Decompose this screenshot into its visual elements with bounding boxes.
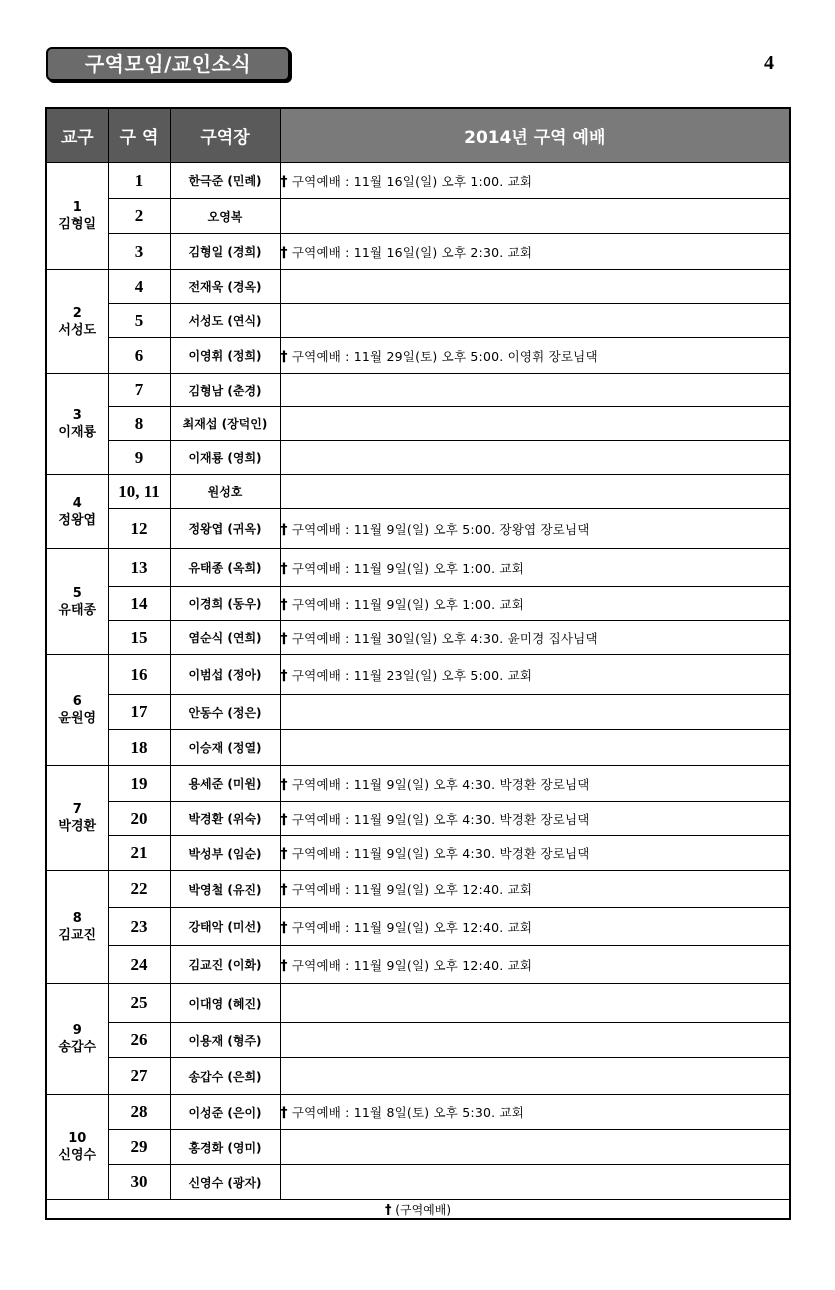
cross-icon: † [280,882,288,898]
cross-icon: † [280,919,288,936]
zone-number: 30 [108,1165,170,1200]
district-leader: 윤원영 [58,711,97,726]
district-leader: 유태종 [58,602,97,618]
zone-number: 19 [108,766,170,802]
zone-leader: 한극준 (민례) [170,163,280,199]
zone-leader: 안동수 (정은) [170,695,280,730]
zone-number: 17 [108,695,170,730]
zone-leader: 이영휘 (정희) [170,338,280,374]
footer-row [46,1200,790,1220]
zone-number: 3 [108,234,170,270]
zone-number: 2 [108,199,170,234]
schedule-cell [280,695,790,730]
zone-number: 7 [108,374,170,407]
table-row [46,621,790,655]
cross-icon: † [280,244,288,261]
zone-number: 13 [108,549,170,587]
table-row [46,163,790,199]
cross-icon: † [280,348,288,365]
district-schedule-table [45,107,791,1220]
district-number: 8 [72,911,82,926]
schedule-cell [280,1165,790,1200]
district-cell [46,374,108,475]
district-cell [46,984,108,1095]
cross-icon: † [280,173,288,190]
district-cell [46,549,108,655]
page-number: 4 [764,52,774,74]
schedule-cell [280,1095,790,1130]
schedule-cell [280,549,790,587]
cross-icon: † [280,957,288,974]
district-leader: 김교진 [58,928,97,943]
district-leader: 박경환 [58,819,97,834]
schedule-cell [280,1130,790,1165]
district-cell [46,655,108,766]
zone-number: 16 [108,655,170,695]
cross-icon: † [280,521,288,538]
schedule-cell [280,441,790,475]
zone-number: 9 [108,441,170,475]
cross-icon: † [384,1202,392,1218]
table-row [46,695,790,730]
schedule-cell [280,766,790,802]
schedule-text: 구역예배 : 11월 9일(일) 오후 4:30. 박경환 장로님댁 [291,846,590,861]
zone-leader: 전재욱 (경옥) [170,270,280,304]
zone-number: 20 [108,802,170,836]
schedule-cell [280,984,790,1023]
table-row [46,441,790,475]
table-row [46,549,790,587]
schedule-text: 구역예배 : 11월 16일(일) 오후 2:30. 교회 [291,244,533,260]
table-row [46,270,790,304]
schedule-cell [280,338,790,374]
zone-leader: 오영복 [170,199,280,234]
zone-number: 15 [108,621,170,655]
zone-leader: 이범섭 (정아) [170,655,280,695]
zone-leader: 신영수 (광자) [170,1165,280,1200]
zone-number: 23 [108,908,170,946]
zone-number: 29 [108,1130,170,1165]
table-row [46,1095,790,1130]
district-number: 5 [72,585,82,601]
table-row [46,655,790,695]
zone-leader: 이성준 (은이) [170,1095,280,1130]
column-header-zone: 구 역 [108,108,170,163]
schedule-cell [280,407,790,441]
zone-leader: 이재룡 (영희) [170,441,280,475]
district-cell [46,766,108,871]
zone-leader: 최재섭 (장덕인) [170,407,280,441]
cross-icon: † [280,667,288,684]
schedule-text: 구역예배 : 11월 23일(일) 오후 5:00. 교회 [291,667,533,683]
zone-leader: 박영철 (유진) [170,871,280,908]
district-number: 2 [72,305,82,321]
zone-leader: 정왕엽 (귀옥) [170,509,280,549]
table-row [46,338,790,374]
table-row [46,836,790,871]
zone-number: 14 [108,587,170,621]
table-row [46,1058,790,1095]
table-row [46,946,790,984]
zone-leader: 김형일 (경희) [170,234,280,270]
section-title: 구역모임/교인소식 [46,47,290,81]
zone-leader: 이대영 (혜진) [170,984,280,1023]
district-number: 10 [68,1131,87,1146]
schedule-cell [280,475,790,509]
table-row [46,984,790,1023]
schedule-text: 구역예배 : 11월 9일(일) 오후 5:00. 장왕엽 장로님댁 [291,521,590,537]
zone-number: 26 [108,1023,170,1058]
column-header-schedule: 2014년 구역 예배 [280,108,790,163]
table-row [46,407,790,441]
schedule-text: 구역예배 : 11월 9일(일) 오후 12:40. 교회 [291,957,533,973]
schedule-text: 구역예배 : 11월 29일(토) 오후 5:00. 이영휘 장로님댁 [291,348,598,364]
cross-icon: † [280,1105,288,1121]
schedule-text: 구역예배 : 11월 9일(일) 오후 12:40. 교회 [291,882,533,897]
district-leader: 이재룡 [58,425,97,440]
column-header-leader: 구역장 [170,108,280,163]
schedule-text: 구역예배 : 11월 8일(토) 오후 5:30. 교회 [291,1105,525,1120]
schedule-text: 구역예배 : 11월 30일(일) 오후 4:30. 윤미경 집사님댁 [291,630,598,646]
district-cell [46,1095,108,1200]
district-cell [46,270,108,374]
schedule-text: 구역예배 : 11월 9일(일) 오후 12:40. 교회 [291,919,533,935]
zone-leader: 김교진 (이화) [170,946,280,984]
zone-number: 12 [108,509,170,549]
table-row [46,234,790,270]
table-row [46,802,790,836]
cross-icon: † [280,560,288,577]
district-number: 7 [72,802,82,817]
district-number: 1 [72,200,82,215]
cross-icon: † [280,811,288,828]
table-row [46,304,790,338]
cross-icon: † [280,630,288,647]
schedule-cell [280,163,790,199]
schedule-cell [280,509,790,549]
zone-number: 28 [108,1095,170,1130]
zone-number: 5 [108,304,170,338]
table-row [46,475,790,509]
zone-leader: 원성호 [170,475,280,509]
cross-icon: † [280,596,288,613]
zone-leader: 이승재 (정열) [170,730,280,766]
zone-leader: 서성도 (연식) [170,304,280,338]
schedule-cell [280,587,790,621]
schedule-cell [280,374,790,407]
schedule-cell [280,730,790,766]
table-row [46,1023,790,1058]
district-number: 4 [72,495,82,511]
footer-note [46,1200,790,1220]
table-row [46,509,790,549]
zone-leader: 김형남 (춘경) [170,374,280,407]
zone-number: 24 [108,946,170,984]
zone-number: 21 [108,836,170,871]
district-leader: 김형일 [58,217,97,232]
district-cell [46,475,108,549]
district-leader: 정왕엽 [58,512,97,528]
district-number: 6 [72,694,82,709]
table-row [46,766,790,802]
table-body [46,163,790,1200]
table-row [46,730,790,766]
schedule-cell [280,655,790,695]
district-number: 9 [72,1023,82,1038]
column-header-district: 교구 [46,108,108,163]
table-row [46,587,790,621]
schedule-cell [280,234,790,270]
table-header-row [46,108,790,163]
cross-icon: † [280,846,288,862]
schedule-cell [280,802,790,836]
schedule-text: 구역예배 : 11월 9일(일) 오후 1:00. 교회 [291,596,525,612]
schedule-cell [280,1058,790,1095]
zone-number: 1 [108,163,170,199]
zone-number: 10, 11 [108,475,170,509]
district-cell [46,163,108,270]
zone-leader: 박경환 (위숙) [170,802,280,836]
schedule-text: 구역예배 : 11월 16일(일) 오후 1:00. 교회 [291,173,533,189]
district-number: 3 [72,408,82,423]
schedule-cell [280,270,790,304]
zone-leader: 이용재 (형주) [170,1023,280,1058]
zone-leader: 강태악 (미선) [170,908,280,946]
zone-leader: 이경희 (동우) [170,587,280,621]
zone-number: 4 [108,270,170,304]
table-row [46,1165,790,1200]
zone-leader: 박성부 (임순) [170,836,280,871]
zone-number: 18 [108,730,170,766]
zone-leader: 홍경화 (영미) [170,1130,280,1165]
schedule-text: 구역예배 : 11월 9일(일) 오후 4:30. 박경환 장로님댁 [291,811,590,827]
table-row [46,374,790,407]
schedule-cell [280,1023,790,1058]
district-leader: 서성도 [58,322,97,338]
schedule-text: 구역예배 : 11월 9일(일) 오후 1:00. 교회 [291,560,525,576]
table-row [46,199,790,234]
cross-icon: † [280,776,288,793]
zone-leader: 유태종 (옥희) [170,549,280,587]
zone-number: 25 [108,984,170,1023]
table-row [46,908,790,946]
schedule-cell [280,836,790,871]
zone-number: 27 [108,1058,170,1095]
zone-leader: 용세준 (미원) [170,766,280,802]
district-leader: 송갑수 [58,1040,97,1055]
zone-number: 8 [108,407,170,441]
district-leader: 신영수 [58,1148,97,1163]
zone-number: 22 [108,871,170,908]
schedule-cell [280,908,790,946]
schedule-cell [280,871,790,908]
table-row [46,1130,790,1165]
schedule-cell [280,304,790,338]
footer-note-text: (구역예배) [395,1202,452,1217]
table-row [46,871,790,908]
schedule-cell [280,199,790,234]
schedule-text: 구역예배 : 11월 9일(일) 오후 4:30. 박경환 장로님댁 [291,776,590,792]
schedule-cell [280,946,790,984]
zone-leader: 염순식 (연희) [170,621,280,655]
district-cell [46,871,108,984]
schedule-cell [280,621,790,655]
zone-number: 6 [108,338,170,374]
zone-leader: 송갑수 (은희) [170,1058,280,1095]
